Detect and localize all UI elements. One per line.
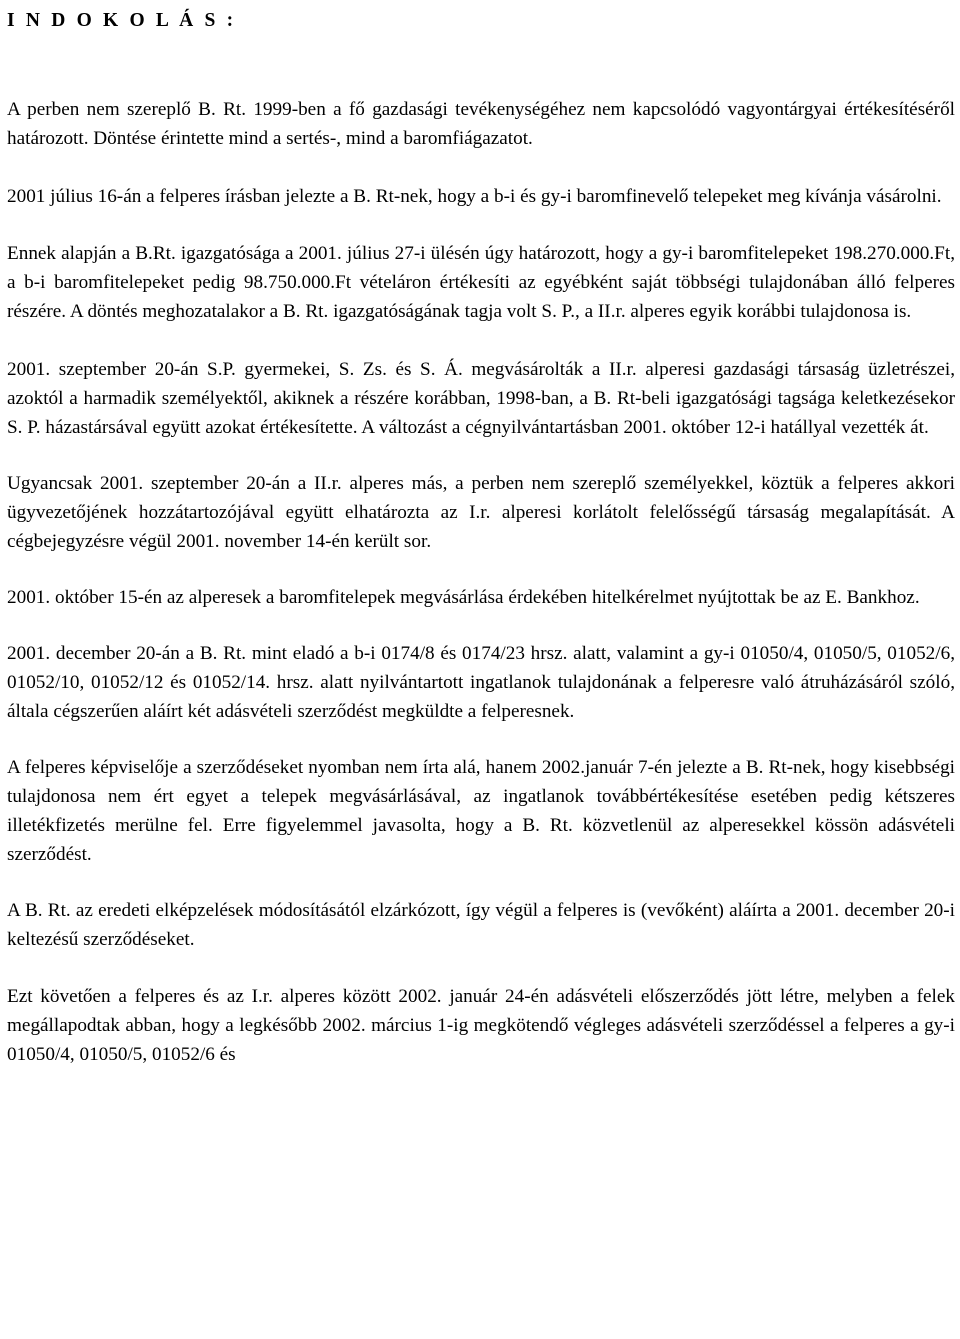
paragraph-4: 2001. szeptember 20-án S.P. gyermekei, S. Zs. és S. Á. megvásárolták a II.r. alperesi gazdasági társaság üzletrészei, azoktól a harmadik személyektől, akiknek a részére korábban, 1998-ban, a B. Rt-beli igazgatósági tagsága keletkezésekor S. P. házastársával együtt azokat értékesítette. A változást a cégnyilvántartásban 2001. október 12-i hatállyal vezették át.: [7, 359, 955, 438]
page-title: I N D O K O L Á S :: [7, 10, 237, 31]
paragraph-3: Ennek alapján a B.Rt. igazgatósága a 2001. július 27-i ülésén úgy határozott, hogy a gy-i baromfitelepeket 198.270.000.Ft, a b-i baromfitelepeket pedig 98.750.000.Ft vételáron értékesíti az egyébként saját többségi tulajdonában álló felperes részére. A döntés meghozatalakor a B. Rt. igazgatóságának tagja volt S. P., a II.r. alperes egyik korábbi tulajdonosa is.: [7, 243, 955, 322]
paragraph-1: A perben nem szereplő B. Rt. 1999-ben a fő gazdasági tevékenységéhez nem kapcsolódó vagyontárgyai értékesítéséről határozott. Döntése érintette mind a sertés-, mind a baromfiágazatot.: [7, 99, 955, 149]
paragraph-6: 2001. október 15-én az alperesek a baromfitelepek megvásárlása érdekében hitelkérelmet nyújtottak be az E. Bankhoz.: [7, 587, 920, 608]
paragraph-7: 2001. december 20-án a B. Rt. mint eladó a b-i 0174/8 és 0174/23 hrsz. alatt, valamint a gy-i 01050/4, 01050/5, 01052/6, 01052/10, 01052/12 és 01052/14. hrsz. alatt nyilvántartott ingatlanok tulajdonának a felperesre való átruházásáról szóló, általa cégszerűen aláírt két adásvételi szerződést megküldte a felperesnek.: [7, 643, 955, 722]
document-page: [7, 0, 955, 1069]
paragraph-9: A B. Rt. az eredeti elképzelések módosításától elzárkózott, így végül a felperes is (vevőként) aláírta a 2001. december 20-i keltezésű szerződéseket.: [7, 900, 955, 950]
paragraph-5: Ugyancsak 2001. szeptember 20-án a II.r. alperes más, a perben nem szereplő személyekkel, köztük a felperes akkori ügyvezetőjének hozzátartozójával együtt elhatározta az I.r. alperesi korlátolt felelősségű társaság megalapítását. A cégbejegyzésre végül 2001. november 14-én került sor.: [7, 473, 955, 552]
paragraph-8: A felperes képviselője a szerződéseket nyomban nem írta alá, hanem 2002.január 7-én jelezte a B. Rt-nek, hogy kisebbségi tulajdonosa nem ért egyet a telepek megvásárlásával, az ingatlanok továbbértékesítése esetében pedig kétszeres illetékfizetés merülne fel. Erre figyelemmel javasolta, hogy a B. Rt. közvetlenül az alperesekkel kössön adásvételi szerződést.: [7, 757, 955, 865]
paragraph-10: Ezt követően a felperes és az I.r. alperes között 2002. január 24-én adásvételi előszerződés jött létre, melyben a felek megállapodtak abban, hogy a legkésőbb 2002. március 1-ig megkötendő végleges adásvételi szerződéssel a felperes a gy-i 01050/4, 01050/5, 01052/6 és: [7, 986, 955, 1065]
paragraph-2: 2001 július 16-án a felperes írásban jelezte a B. Rt-nek, hogy a b-i és gy-i baromfinevelő telepeket meg kívánja vásárolni.: [7, 186, 942, 207]
